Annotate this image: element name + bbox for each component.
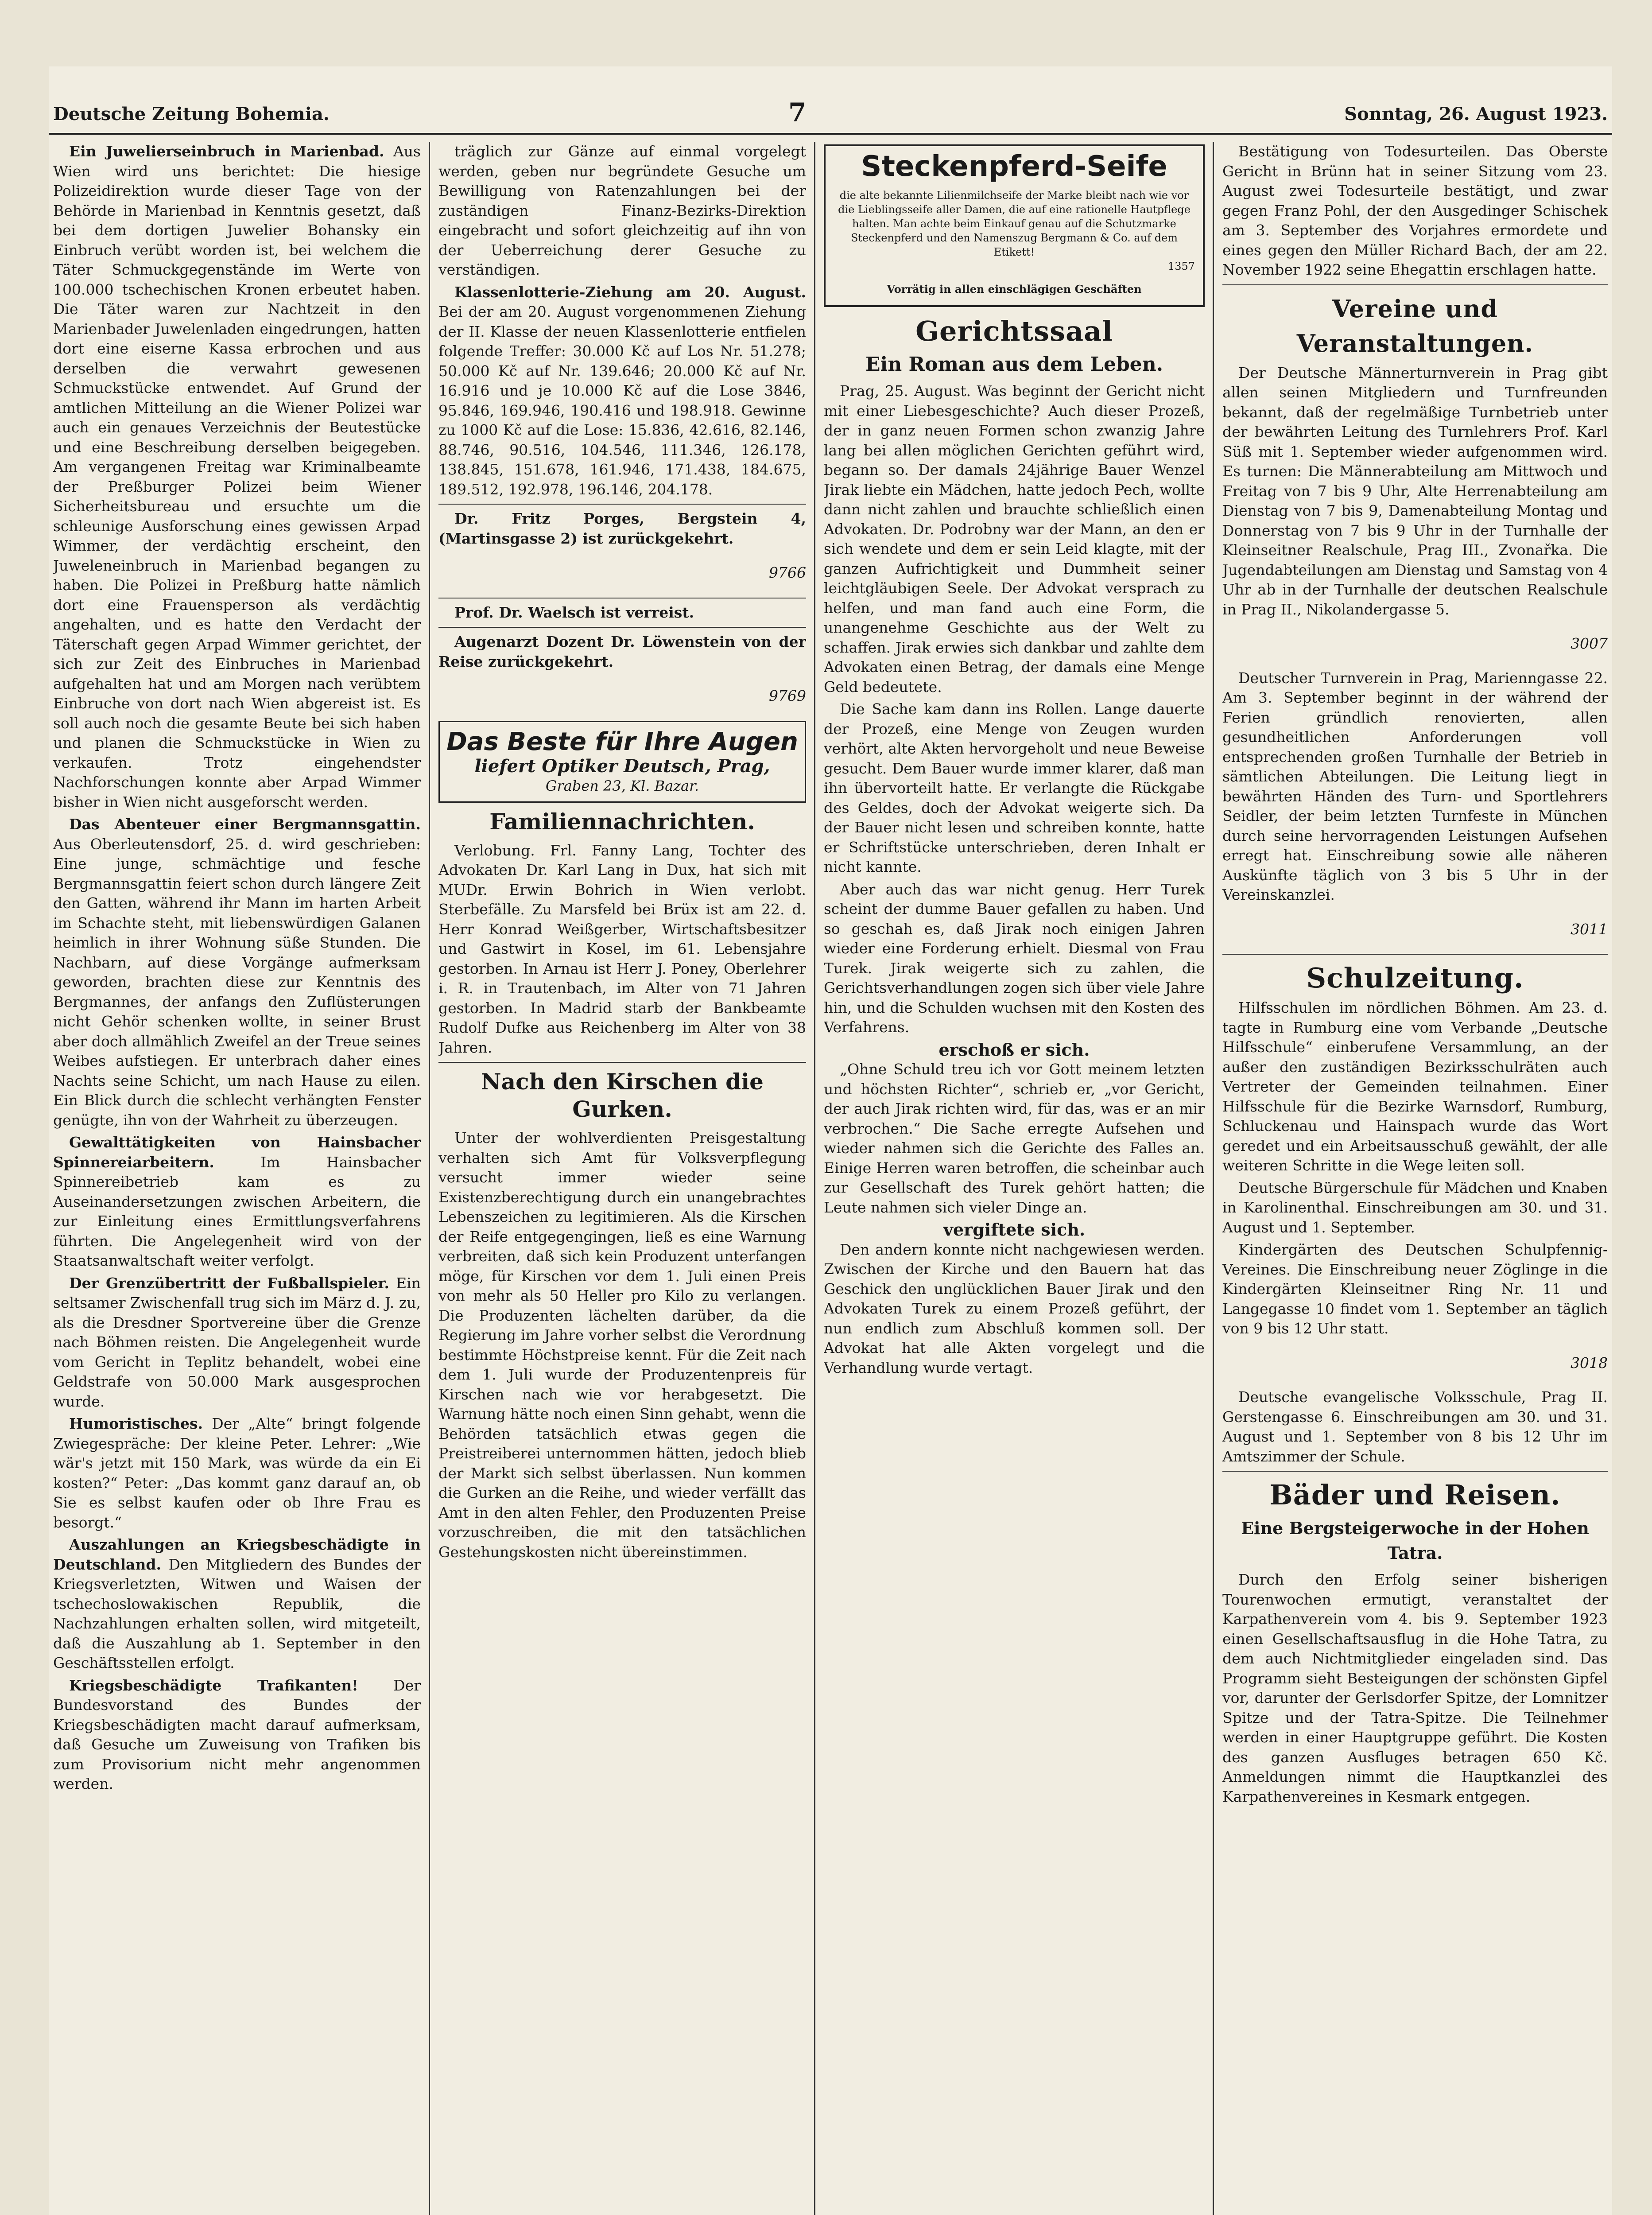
notice-number: 3011 (1571, 920, 1608, 938)
ad-footer: Vorrätig in allen einschlägigen Geschäften (887, 282, 1142, 295)
news-item: Der Grenzübertritt der Fußballspieler. Ein seltsamer Zwischenfall trug sich im März d. J. zu, als die Dresdner Sportvereine über die Grenze nach Böhmen reisten. Die Angelegenheit wurde vom Gericht in Teplitz behandelt, wobei eine Geldstrafe von 50.000 Mark ausgesprochen wurde. (53, 1274, 421, 1410)
news-item: Gewalttätigkeiten von Hainsbacher Spinnereiarbeitern. Im Hainsbacher Spinnereibetrieb kam es zu Auseinandersetzungen zwischen Arbeitern, die zur Einleitung eines Ermittlungsverfahrens führten. Die Angelegenheit wird von der Staatsanwaltschaft weiter verfolgt. (53, 1134, 421, 1269)
family-notices: Verlobung. Frl. Fanny Lang, Tochter des Advokaten Dr. Karl Lang in Dux, hat sich mit MUDr. Erwin Bohrich in Wien verlobt. Sterbefälle. Zu Marsfeld bei Brüx ist am 22. d. Herr Konrad Weißgerber, Wirtschaftsbesitzer und Gastwirt in Kosel, im 61. Lebensjahre gestorben. In Arnau ist Herr J. Poney, Oberlehrer i. R. in Trautenbach, im Alter von 71 Jahren gestorben. In Madrid starb der Bankbeamte Rudolf Dufke aus Reichenberg im Alter von 38 Jahren. (438, 841, 806, 1056)
notice-number: 9769 (769, 687, 806, 704)
news-item: Humoristisches. Der „Alte“ bringt folgende Zwiegespräche: Der kleine Peter. Lehrer: „Wie wär's jetzt mit 150 Mark, was würde da ein Ei kosten?“ Peter: „Das kommt ganz darauf an, ob Sie es selbst kaufen oder ob Ihre Frau es besorgt.“ (53, 1415, 421, 1531)
notice: Dr. Fritz Porges, Bergstein 4, (Martinsgasse 2) ist zurückgekehrt. (438, 510, 806, 547)
divider (1222, 284, 1608, 285)
column-rule (814, 142, 815, 2215)
article-title: Eine Bergsteigerwoche in der Hohen Tatra. (1241, 1518, 1589, 1563)
column-4 (1222, 142, 1608, 2215)
article-body: Unter der wohlverdienten Preisgestaltung verhalten sich Amt für Volksverpflegung versucht immer wieder seine Existenzberechtigung durch ein unangebrachtes Lebenszeichen zu legitimieren. Als die Kirschen der Reife entgegengingen, ließ es eine Warnung verbreiten, daß sich kein Produzent unterfangen möge, für Kirschen vor dem 1. Juli einen Preis von mehr als 50 Heller pro Kilo zu verlangen. Die Produzenten lächelten darüber, da die Regierung im Jahre vorher selbst die Verordnung bestimmte Höchstpreise kennt. Für die Zeit nach dem 1. Juli wurde der Produzentenpreis für Kirschen nach wie vor herabgesetzt. Die Warnung hätte noch einen Sinn gehabt, wenn die Behörden tatsächlich etwas gegen die Preistreiberei unternommen hätten, jedoch blieb der Markt sich selbst überlassen. Nun kommen die Gurken an die Reihe, und wieder verfällt das Amt in den alten Fehler, den Produzenten Preise vorzuschreiben, die mit den tatsächlichen Gestehungskosten nicht übereinstimmen. (438, 1129, 806, 1561)
news-item: Kriegsbeschädigte Trafikanten! Der Bundesvorstand des Bundes der Kriegsbeschädigten macht darauf aufmerksam, daß Gesuche um Zuweisung von Trafiken bis zum Provisorium nicht mehr angenommen werden. (53, 1676, 421, 1792)
article-subheading: erschoß er sich. (938, 1039, 1090, 1060)
ad-copy: die alte bekannte Lilienmilchseife der Marke bleibt nach wie vor die Lieblingsseife aller Damen, die auf eine rationelle Hautpflege halten. Man achte beim Einkauf genau auf die Schutzmarke Steckenpferd und den Namenszug Bergmann & Co. auf dem Etikett! (838, 189, 1191, 258)
issue-date: Sonntag, 26. August 1923. (1344, 104, 1608, 124)
notice-number: 3018 (1571, 1354, 1608, 1372)
divider (438, 1062, 806, 1063)
article-paragraph: Prag, 25. August. Was beginnt der Gericht nicht mit einer Liebesgeschichte? Auch dieser Prozeß, der in ganz neuen Formen schon zwanzig Jahre lang bei allen möglichen Gerichten geführt wird, begann so. Der damals 24jährige Bauer Wenzel Jirak liebte ein Mädchen, hatte jedoch Pech, wollte dann nicht zahlen und brauchte schließlich einen Advokaten. Dr. Podrobny war der Mann, an den er sich wendete und dem er sein Leid klagte, mit der ganzen Aufrichtigkeit und Dummheit seiner leichtgläubigen Seele. Der Advokat versprach zu helfen, und man fand auch eine Form, die unangenehme Geschichte aus der Welt zu schaffen. Jirak erwies sich dankbar und zahlte dem Advokaten einen Betrag, der damals eine Menge Geld bedeutete. (824, 382, 1205, 696)
ad-headline: Steckenpferd-Seife (861, 150, 1167, 183)
section-heading: Vereine und Veranstaltungen. (1296, 294, 1534, 358)
optiker-advertisement (438, 721, 806, 803)
section-heading: Familiennachrichten. (489, 808, 755, 835)
news-item: Auszahlungen an Kriegsbeschädigte in Deutschland. Den Mitgliedern des Bundes der Kriegsverletzten, Witwen und Waisen der tschechoslowakischen Republik, die Nachzahlungen erhalten sollen, wird mitgeteilt, daß die Auszahlung ab 1. September in den Geschäftsstellen erfolgt. (53, 1536, 421, 1671)
section-heading: Schulzeitung. (1306, 962, 1524, 994)
newspaper-page (49, 66, 1612, 2215)
article-paragraph: Den andern konnte nicht nachgewiesen werden. Zwischen der Kirche und den Bauern hat das Geschick den unglücklichen Bauer Jirak und den Advokaten Turek zu einem Prozeß geführt, der nun endlich zum Abschluß kommen soll. Der Advokat hat alle Akten vorgelegt und die Verhandlung wurde vertagt. (824, 1240, 1205, 1376)
divider (438, 504, 806, 505)
article-title: Ein Roman aus dem Leben. (865, 353, 1163, 376)
column-rule (429, 142, 430, 2215)
divider (1222, 1471, 1608, 1472)
ad-address: Graben 23, Kl. Bazar. (545, 777, 699, 794)
article-subheading: vergiftete sich. (943, 1220, 1086, 1240)
lottery-report: Klassenlotterie-Ziehung am 20. August. Bei der am 20. August vorgenommenen Ziehung der II. Klasse der neuen Klassenlotterie entfielen folgende Treffer: 30.000 Kč auf Los Nr. 51.278; 50.000 Kč auf Nr. 139.646; 20.000 Kč auf Nr. 16.916 und je 10.000 Kč auf die Lose 3846, 95.846, 169.946, 190.416 und 198.918. Gewinne zu 1000 Kč auf die Lose: 15.836, 42.616, 82.146, 88.746, 90.516, 104.546, 111.346, 126.178, 138.845, 151.678, 161.946, 171.438, 184.675, 189.512, 192.978, 196.146, 204.178. (438, 283, 806, 498)
school-notice: Deutsche Bürgerschule für Mädchen und Knaben in Karolinenthal. Einschreibungen am 30. und 31. August und 1. September. (1222, 1179, 1608, 1236)
news-item: Das Abenteuer einer Bergmannsgattin. Aus Oberleutensdorf, 25. d. wird geschrieben: Eine junge, schmächtige und fesche Bergmannsgattin feiert schon durch längere Zeit den Gatten, während ihr Mann im harten Arbeit im Schachte steht, mit liebenswürdigen Galanen heimlich in ihrer Wohnung süße Stunden. Die Nachbarn, auf diese Vorgänge aufmerksam geworden, brachten diese zur Kenntnis des Bergmannes, der anfangs den Zuflüsterungen nicht Gehör schenken wollte, in seiner Brust aber doch allmählich Zweifel an der Treue seines Weibes aufstiegen. Er unterbrach daher eines Nachts seine Schicht, um nach Hause zu eilen. Ein Blick durch die schlecht verhängten Fenster genügte, ihn von der Wahrheit zu überzeugen. (53, 816, 421, 1129)
club-notice: Deutscher Turnverein in Prag, Marienngasse 22. Am 3. September beginnt in der während der Ferien gründlich renovierten, allen gesundheitlichen Anforderungen voll entsprechenden großen Turnhalle der Betrieb in sämtlichen Abteilungen. Die Leitung liegt in bewährten Händen des Turn- und Sportlehrers Seidler, der beim letzten Turnfeste in München durch seine hervorragenden Leistungen Aufsehen erregt hat. Einschreibung sowie alle näheren Auskünfte täglich von 3 bis 5 Uhr in der Vereinskanzlei. (1222, 669, 1608, 903)
article-paragraph: Aber auch das war nicht genug. Herr Turek scheint der dumme Bauer gefallen zu haben. Und so geschah es, daß Jirak noch einigen Jahren wieder eine Forderung erhielt. Diesmal von Frau Turek. Jirak weigerte sich zu zahlen, die Gerichtsverhandlungen zogen sich über viele Jahre hin, und die Schulden wuchsen mit den Kosten des Verfahrens. (824, 880, 1205, 1036)
section-heading: Bäder und Reisen. (1269, 1479, 1561, 1511)
school-notice: Hilfsschulen im nördlichen Böhmen. Am 23. d. tagte in Rumburg eine vom Verbande „Deutsche Hilfsschule“ einberufene Versammlung, an der außer den zuständigen Bezirksschulräten auch Vertreter der Gemeinden teilnahmen. Einer Hilfsschule für die Bezirke Warnsdorf, Rumburg, Schluckenau und Hainspach wurde das Wort geredet und ein Arbeitsausschuß gewählt, der alle weiteren Schritte in die Wege leiten soll. (1222, 999, 1608, 1174)
section-heading: Gerichtssaal (915, 315, 1113, 347)
news-item: Bestätigung von Todesurteilen. Das Oberste Gericht in Brünn hat in seiner Sitzung vom 23. August zwei Todesurteile bestätigt, und zwar gegen Franz Pohl, der den Ausgedinger Schischek am 3. September des Vorjahres ermordete und eines gegen den Müller Richard Bach, der am 22. November 1922 seine Ehegattin erschlagen hatte. (1222, 143, 1608, 278)
page-number: 7 (788, 97, 807, 128)
paper-title: Deutsche Zeitung Bohemia. (53, 104, 330, 124)
soap-advertisement (824, 144, 1205, 307)
news-item: Ein Juwelierseinbruch in Marienbad. Aus Wien wird uns berichtet: Die hiesige Polizeidirektion wurde dieser Tage von der Behörde in Marienbad in Kenntnis gesetzt, daß bei dem dortigen Juwelier Bohansky ein Einbruch verübt worden ist, bei welchem die Täter Schmuckgegenstände im Werte von 100.000 tschechischen Kronen erbeutet haben. Die Täter waren zur Nachtzeit in den Marienbader Juwelenladen eingedrungen, hatten dort eine eiserne Kassa erbrochen und aus derselben die verwahrt gewesenen Schmuckstücke entwendet. Auf Grund der amtlichen Mitteilung an die Wiener Polizei war auch ein genaues Verzeichnis der Beutestücke und eine Beschreibung derselben beigegeben. Am vergangenen Freitag war Kriminalbeamte der Preßburger Polizei beim Wiener Sicherheitsbureau und ersuchte um die schleunige Ausforschung eines gewissen Arpad Wimmer, der verdächtig erscheint, den Juweleneinbruch in Marienbad begangen zu haben. Die Polizei in Preßburg hatte nämlich dort eine Frauensperson als verdächtig angehalten, und es hatte den Verdacht der Täterschaft gegen Arpad Wimmer gerichtet, der sich zur Zeit des Einbruches in Marienbad aufgehalten hat und am Morgen nach verübtem Einbruche von dort nach Wien abgereist ist. Es soll auch noch die gesamte Beute bei sich haben und planen die Schmuckstücke in Wien zu verkaufen. Trotz eingehendster Nachforschungen konnte aber Arpad Wimmer bisher in Wien nicht ausgeforscht werden. (53, 143, 421, 811)
divider (438, 627, 806, 628)
page-header (49, 97, 1612, 135)
ad-company: liefert Optiker Deutsch, Prag, (474, 755, 770, 777)
article-title: Nach den Kirschen die Gurken. (481, 1069, 764, 1122)
column-1 (53, 142, 421, 2215)
column-rule (1213, 142, 1214, 2215)
news-item: träglich zur Gänze auf einmal vorgelegt werden, geben nur begründete Gesuche um Bewilligung von Ratenzahlungen bei der zuständigen Finanz-Bezirks-Direktion eingebracht und sofort gleichzeitig auf ihn von der Ueberreichung derer Gesuche zu verständigen. (438, 143, 806, 278)
club-notice: Der Deutsche Männerturnverein in Prag gibt allen seinen Mitgliedern und Turnfreunden bekannt, daß der regelmäßige Turnbetrieb unter der bewährten Leitung des Turnlehrers Prof. Karl Süß mit 1. September wieder aufgenommen wird. Es turnen: Die Männerabteilung am Mittwoch und Freitag von 7 bis 9 Uhr, Alte Herrenabteilung am Dienstag von 7 bis 9, Damenabteilung Montag und Donnerstag von 7 bis 9 Uhr in der Turnhalle der Kleinseitner Realschule, Prag III., Zvonařka. Die Jugendabteilungen am Dienstag und Samstag von 4 Uhr ab in der Turnhalle der deutschen Realschule in Prag II., Nikolandergasse 5. (1222, 364, 1608, 618)
article-paragraph: Durch den Erfolg seiner bisherigen Tourenwochen ermutigt, veranstaltet der Karpathenverein vom 4. bis 9. September 1923 einen Gesellschaftsausflug in die Hohe Tatra, zu dem auch Nichtmitglieder eingeladen sind. Das Programm sieht Besteigungen der schönsten Gipfel vor, darunter der Gerlsdorfer Spitze, der Lomnitzer Spitze und der Tatra-Spitze. Die Teilnehmer werden in einer Hauptgruppe geführt. Die Kosten des ganzen Ausfluges betragen 650 Kč. Anmeldungen nimmt die Hauptkanzlei des Karpathenvereines in Kesmark entgegen. (1222, 1571, 1608, 1805)
notice-number: 3007 (1571, 635, 1608, 652)
divider (1222, 954, 1608, 955)
school-notice: Deutsche evangelische Volksschule, Prag II. Gerstengasse 6. Einschreibungen am 30. und 31. August und 1. September von 8 bis 12 Uhr im Amtszimmer der Schule. (1222, 1388, 1608, 1465)
notice: Prof. Dr. Waelsch ist verreist. (454, 603, 694, 621)
notice-number: 9766 (769, 564, 806, 581)
column-2 (438, 142, 806, 2215)
ad-headline: Das Beste für Ihre Augen (446, 727, 798, 756)
notice: Augenarzt Dozent Dr. Löwenstein von der Reise zurückgekehrt. (438, 633, 806, 670)
column-3 (824, 142, 1205, 2215)
article-paragraph: Die Sache kam dann ins Rollen. Lange dauerte der Prozeß, eine Menge von Zeugen wurden verhört, alte Akten hervorgeholt und neue Beweise gesucht. Dem Bauer wurde immer klarer, daß man ihn übervorteilt hatte. Er verlangte die Rückgabe des Geldes, doch der Advokat weigerte sich. Da der Bauer nicht lesen und schreiben konnte, hatte er Schriftstücke unterschrieben, deren Inhalt er nicht kannte. (824, 700, 1205, 875)
article-paragraph: „Ohne Schuld treu ich vor Gott meinem letzten und höchsten Richter“, schrieb er, „vor Gericht, der auch Jirak richten wird, für das, was er an mir verbrochen.“ Die Sache erregte Aufsehen und wieder nahmen sich die Gerichte des Falles an. Einige Herren waren betroffen, die scheinbar auch zur Gesellschaft des Turek gehört hatten; die Leute nahmen sich vieler Dinge an. (824, 1061, 1205, 1216)
school-notice: Kindergärten des Deutschen Schulpfennig-Vereines. Die Einschreibung neuer Zöglinge in die Kindergärten Kleinseitner Ring Nr. 11 und Langegasse 10 findet vom 1. September an täglich von 9 bis 12 Uhr statt. (1222, 1241, 1608, 1337)
ad-number: 1357 (1167, 260, 1195, 272)
